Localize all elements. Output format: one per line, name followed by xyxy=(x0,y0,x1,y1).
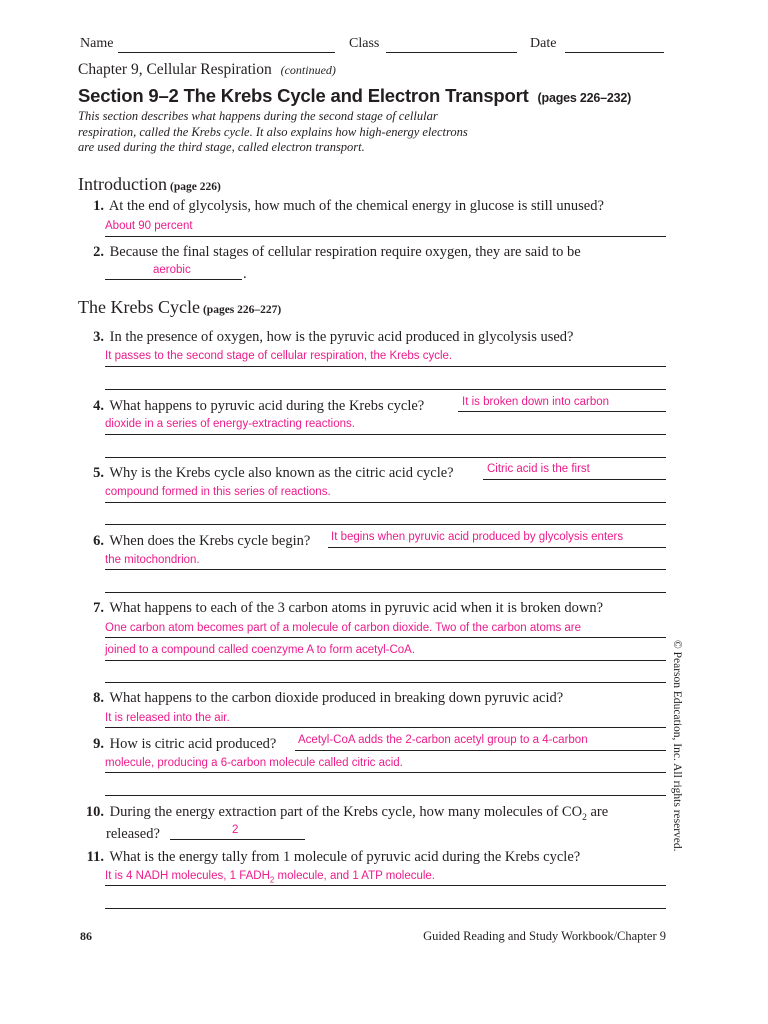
answer-7b: joined to a compound called coenzyme A to form acetyl-CoA. xyxy=(105,644,416,656)
question-text: What happens to the carbon dioxide produced in breaking down pyruvic acid? xyxy=(109,690,564,706)
date-field[interactable] xyxy=(565,52,664,53)
answer-line[interactable] xyxy=(105,502,666,503)
answer-line[interactable] xyxy=(105,772,666,773)
workbook-footer: Guided Reading and Study Workbook/Chapter 9 xyxy=(423,929,666,943)
answer-7a: One carbon atom becomes part of a molecule of carbon dioxide. Two of the carbon atoms are xyxy=(105,622,582,634)
krebs-heading-text: The Krebs Cycle xyxy=(78,297,200,317)
answer-line[interactable] xyxy=(105,637,666,638)
intro-line: are used during the third stage, called electron transport. xyxy=(78,140,365,154)
answer-line[interactable] xyxy=(105,434,666,435)
answer-8: It is released into the air. xyxy=(105,712,230,724)
krebs-heading xyxy=(78,297,281,318)
question-number: 4. xyxy=(93,398,104,414)
question-11 xyxy=(80,849,580,866)
section-pages: (pages 226–232) xyxy=(537,91,632,105)
answer-line[interactable] xyxy=(105,524,666,525)
answer-4b: dioxide in a series of energy-extracting reactions. xyxy=(105,418,355,430)
question-number: 8. xyxy=(93,690,104,706)
answer-line[interactable] xyxy=(105,389,666,390)
question-2 xyxy=(80,244,581,261)
question-1 xyxy=(80,198,604,215)
question-text: What happens to each of the 3 carbon atoms in pyruvic acid when it is broken down? xyxy=(109,600,604,616)
answer-text: molecule, and 1 ATP molecule. xyxy=(274,870,436,882)
answer-line[interactable] xyxy=(105,366,666,367)
answer-line[interactable] xyxy=(483,479,666,480)
question-text: When does the Krebs cycle begin? xyxy=(109,533,311,549)
question-text: What is the energy tally from 1 molecule of pyruvic acid during the Krebs cycle? xyxy=(109,849,581,865)
question-text: What happens to pyruvic acid during the Krebs cycle? xyxy=(109,398,425,414)
answer-2: aerobic xyxy=(153,264,191,276)
question-9 xyxy=(80,736,276,753)
answer-11 xyxy=(105,870,435,884)
question-number: 7. xyxy=(93,600,104,616)
answer-6b: the mitochondrion. xyxy=(105,554,200,566)
answer-line[interactable] xyxy=(458,411,666,412)
question-text: are xyxy=(586,804,609,820)
question-number: 11. xyxy=(86,849,104,865)
answer-6a: It begins when pyruvic acid produced by glycolysis enters xyxy=(331,531,624,543)
introduction-heading-text: Introduction xyxy=(78,174,167,194)
answer-line[interactable] xyxy=(170,839,305,840)
answer-text: It is 4 NADH molecules, 1 FADH xyxy=(105,870,270,882)
question-3 xyxy=(80,329,574,346)
intro-line: This section describes what happens during the second stage of cellular xyxy=(78,109,438,123)
answer-4a: It is broken down into carbon xyxy=(462,396,610,408)
question-text: At the end of glycolysis, how much of the chemical energy in glucose is still unused? xyxy=(108,198,604,214)
question-number: 9. xyxy=(93,736,104,752)
subscript: 2 xyxy=(582,812,587,823)
section-intro xyxy=(78,109,468,156)
introduction-pages: (page 226) xyxy=(169,181,221,193)
copyright-notice: © Pearson Education, Inc. All rights reserved. xyxy=(671,640,683,852)
chapter-title-text: Chapter 9, Cellular Respiration xyxy=(78,61,272,78)
section-title-text: Section 9–2 The Krebs Cycle and Electron Transport xyxy=(78,85,529,106)
class-label: Class xyxy=(349,36,380,51)
question-text: How is citric acid produced? xyxy=(109,736,277,752)
question-7 xyxy=(80,600,603,617)
date-label: Date xyxy=(530,36,557,51)
name-label: Name xyxy=(80,36,114,51)
question-text: In the presence of oxygen, how is the pyruvic acid produced in glycolysis used? xyxy=(109,329,574,345)
subscript: 2 xyxy=(269,875,275,885)
question-number: 2. xyxy=(93,244,104,260)
question-number: 10. xyxy=(85,804,104,820)
answer-line[interactable] xyxy=(105,592,666,593)
question-10-line2: released? xyxy=(106,826,160,842)
question-number: 6. xyxy=(93,533,104,549)
page-number: 86 xyxy=(80,929,92,943)
answer-9b: molecule, producing a 6-carbon molecule called citric acid. xyxy=(105,757,403,769)
answer-line[interactable] xyxy=(105,727,666,728)
question-6 xyxy=(80,533,310,550)
chapter-continued: (continued) xyxy=(280,63,336,77)
question-number: 1. xyxy=(93,198,104,214)
answer-5a: Citric acid is the first xyxy=(487,463,590,475)
answer-line[interactable] xyxy=(105,279,242,280)
answer-1: About 90 percent xyxy=(105,220,193,232)
name-field[interactable] xyxy=(118,52,335,53)
introduction-heading xyxy=(78,174,221,195)
krebs-pages: (pages 226–227) xyxy=(202,304,282,316)
answer-line[interactable] xyxy=(105,236,666,237)
answer-line[interactable] xyxy=(105,660,666,661)
question-text: During the energy extraction part of the Krebs cycle, how many molecules of CO xyxy=(109,804,583,820)
question-text: Why is the Krebs cycle also known as the citric acid cycle? xyxy=(109,465,454,481)
question-number: 5. xyxy=(93,465,104,481)
intro-line: respiration, called the Krebs cycle. It also explains how high-energy electrons xyxy=(78,124,468,139)
answer-9a: Acetyl-CoA adds the 2-carbon acetyl group to a 4-carbon xyxy=(298,734,588,746)
question-number: 3. xyxy=(93,329,104,345)
answer-line[interactable] xyxy=(105,885,666,886)
section-title xyxy=(78,85,631,107)
sentence-end: . xyxy=(243,266,247,282)
question-5 xyxy=(80,465,454,482)
question-10 xyxy=(80,804,608,823)
answer-5b: compound formed in this series of reactions. xyxy=(105,486,331,498)
answer-line[interactable] xyxy=(295,750,666,751)
answer-line[interactable] xyxy=(105,569,666,570)
chapter-title xyxy=(78,61,336,79)
answer-line[interactable] xyxy=(105,457,666,458)
class-field[interactable] xyxy=(386,52,517,53)
question-4 xyxy=(80,398,424,415)
answer-10: 2 xyxy=(232,824,239,836)
answer-line[interactable] xyxy=(105,908,666,909)
answer-3: It passes to the second stage of cellular respiration, the Krebs cycle. xyxy=(105,350,453,362)
question-text: Because the final stages of cellular respiration require oxygen, they are said to be xyxy=(109,244,581,260)
question-8 xyxy=(80,690,563,707)
answer-line[interactable] xyxy=(105,682,666,683)
answer-line[interactable] xyxy=(105,795,666,796)
answer-line[interactable] xyxy=(328,547,666,548)
